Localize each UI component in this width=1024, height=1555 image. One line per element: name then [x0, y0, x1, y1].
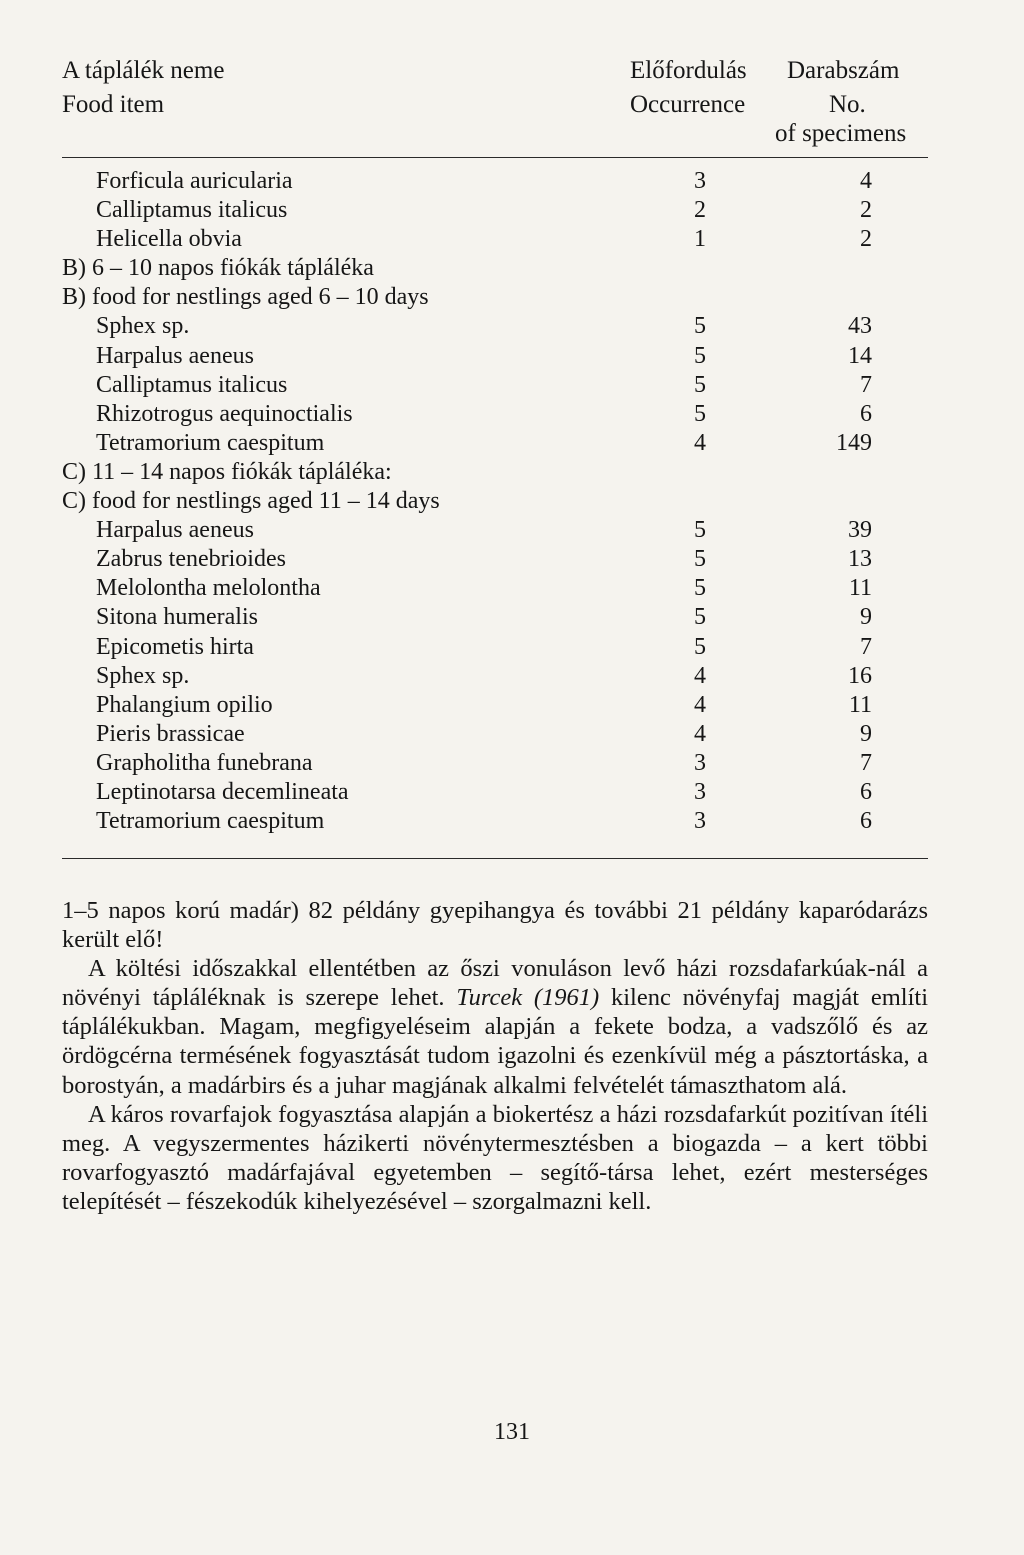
occurrence-value: 4 — [694, 720, 706, 747]
food-item-name: Calliptamus italicus — [96, 197, 288, 224]
header-number-hu: Darabszám — [787, 57, 900, 84]
table-row — [0, 196, 1024, 225]
specimen-count-value: 2 — [860, 226, 872, 253]
section-heading-text: B) food for nestlings aged 6 – 10 days — [62, 284, 429, 311]
food-item-name: Melolontha melolontha — [96, 575, 321, 602]
paragraph-3: A káros rovarfajok fogyasztása alapján a biokertész a házi rozsdafarkút pozitívan ítéli meg. A vegyszermentes házikerti növénytermesztésben a biogazda – a kert többi rovarfogyasztó madárfajával egyetemben – segítő-társa lehet, ezért mesterséges telepítését – fészekodúk kihelyezésével – szorgalmazni kell. — [62, 1100, 928, 1215]
specimen-count-value: 149 — [836, 429, 872, 456]
occurrence-value: 3 — [694, 749, 706, 776]
paragraph-2-end: kilenc növényfaj magját említi táplálékukban. Magam, megfigyeléseim alapján a fekete bodza, a vadszőlő és az ördögcérna termésének fogyasztását tudom igazolni és ezenkívül még a pásztortáska, a borostyán, a madárbirs és a juhar magjának alkalmi felvételét támaszthatom alá. — [62, 984, 929, 1099]
occurrence-value: 3 — [694, 808, 706, 835]
occurrence-value: 5 — [694, 400, 706, 427]
header-food-item-en: Food item — [62, 91, 165, 118]
citation-turcek: Turcek (1961) — [456, 984, 600, 1012]
specimen-count-value: 7 — [860, 749, 872, 776]
section-heading-text: C) food for nestlings aged 11 – 14 days — [62, 488, 440, 515]
section-heading-text: C) 11 – 14 napos fiókák tápláléka: — [62, 458, 392, 485]
table-row — [0, 167, 1024, 196]
occurrence-value: 3 — [694, 778, 706, 805]
page-number: 131 — [494, 1419, 530, 1445]
occurrence-value: 3 — [694, 168, 706, 194]
food-item-name: Leptinotarsa decemlineata — [96, 778, 349, 805]
occurrence-value: 5 — [694, 371, 706, 398]
specimen-count-value: 14 — [848, 342, 872, 369]
occurrence-value: 2 — [694, 197, 706, 224]
paragraph-2 — [62, 954, 928, 1099]
body-text — [62, 896, 928, 1216]
table-row — [0, 516, 1024, 545]
specimen-count-value: 2 — [860, 197, 872, 224]
section-heading-text: B) 6 – 10 napos fiókák tápláléka — [62, 255, 374, 282]
occurrence-value: 5 — [694, 546, 706, 573]
table-row — [0, 574, 1024, 603]
food-item-name: Sitona humeralis — [96, 604, 258, 631]
header-food-item-hu: A táplálék neme — [62, 57, 225, 84]
specimen-count-value: 7 — [860, 371, 872, 398]
table-row — [0, 749, 1024, 778]
occurrence-value: 5 — [694, 517, 706, 544]
food-item-name: Sphex sp. — [96, 662, 190, 689]
table-section-heading — [0, 487, 1024, 516]
specimen-count-value: 16 — [848, 662, 872, 689]
specimen-count-value: 11 — [848, 691, 872, 718]
table-top-rule — [62, 157, 928, 158]
occurrence-value: 1 — [694, 226, 706, 253]
occurrence-value: 5 — [694, 575, 706, 602]
table-section-heading — [0, 283, 1024, 312]
food-item-name: Zabrus tenebrioides — [96, 546, 286, 573]
occurrence-value: 4 — [694, 691, 706, 718]
food-item-name: Phalangium opilio — [96, 691, 273, 718]
specimen-count-value: 6 — [860, 400, 872, 427]
table-row — [0, 603, 1024, 632]
food-item-name: Helicella obvia — [96, 226, 242, 253]
header-occurrence-en: Occurrence — [630, 91, 746, 118]
food-item-name: Tetramorium caespitum — [96, 808, 325, 835]
food-item-name: Epicometis hirta — [96, 633, 254, 660]
specimen-count-value: 6 — [860, 808, 872, 835]
food-item-name: Harpalus aeneus — [96, 517, 254, 544]
food-item-name: Rhizotrogus aequinoctialis — [96, 400, 353, 427]
specimen-count-value: 7 — [860, 633, 872, 660]
food-item-name: Forficula auricularia — [96, 168, 293, 194]
food-item-name: Calliptamus italicus — [96, 371, 288, 398]
food-item-name: Tetramorium caespitum — [96, 429, 325, 456]
specimen-count-value: 39 — [848, 517, 872, 544]
food-item-name: Harpalus aeneus — [96, 342, 254, 369]
header-number-en-line2: of specimens — [775, 120, 907, 147]
table-row — [0, 720, 1024, 749]
occurrence-value: 5 — [694, 313, 706, 340]
food-item-name: Grapholitha funebrana — [96, 749, 313, 776]
specimen-count-value: 9 — [860, 604, 872, 631]
table-row — [0, 312, 1024, 341]
table-row — [0, 342, 1024, 371]
table-row — [0, 807, 1024, 836]
occurrence-value: 5 — [694, 342, 706, 369]
specimen-count-value: 6 — [860, 778, 872, 805]
paragraph-2-start: A költési időszakkal ellentétben az őszi vonuláson levő házi rozsdafarkúak-nál a növényi tápláléknak is szerepe lehet. — [62, 955, 928, 1012]
specimen-count-value: 9 — [860, 720, 872, 747]
table-section-heading — [0, 458, 1024, 487]
occurrence-value: 5 — [694, 604, 706, 631]
table-row — [0, 429, 1024, 458]
table-row — [0, 400, 1024, 429]
paragraph-1: 1–5 napos korú madár) 82 példány gyepihangya és további 21 példány kaparódarázs került elő! — [62, 897, 928, 954]
table-row — [0, 545, 1024, 574]
table-row — [0, 633, 1024, 662]
table-section-heading — [0, 254, 1024, 283]
table-row — [0, 371, 1024, 400]
specimen-count-value: 13 — [848, 546, 872, 573]
occurrence-value: 5 — [694, 633, 706, 660]
header-number-en: No. — [829, 91, 866, 118]
specimen-count-value: 43 — [848, 313, 872, 340]
table-row — [0, 662, 1024, 691]
table-row — [0, 691, 1024, 720]
food-table-body — [0, 167, 1024, 836]
food-item-name: Pieris brassicae — [96, 720, 245, 747]
occurrence-value: 4 — [694, 429, 706, 456]
occurrence-value: 4 — [694, 662, 706, 689]
header-occurrence-hu: Előfordulás — [630, 57, 747, 84]
table-bottom-rule — [62, 858, 928, 859]
table-row — [0, 225, 1024, 254]
specimen-count-value: 4 — [860, 168, 872, 194]
specimen-count-value: 11 — [848, 575, 872, 602]
food-item-name: Sphex sp. — [96, 313, 190, 340]
table-row — [0, 778, 1024, 807]
